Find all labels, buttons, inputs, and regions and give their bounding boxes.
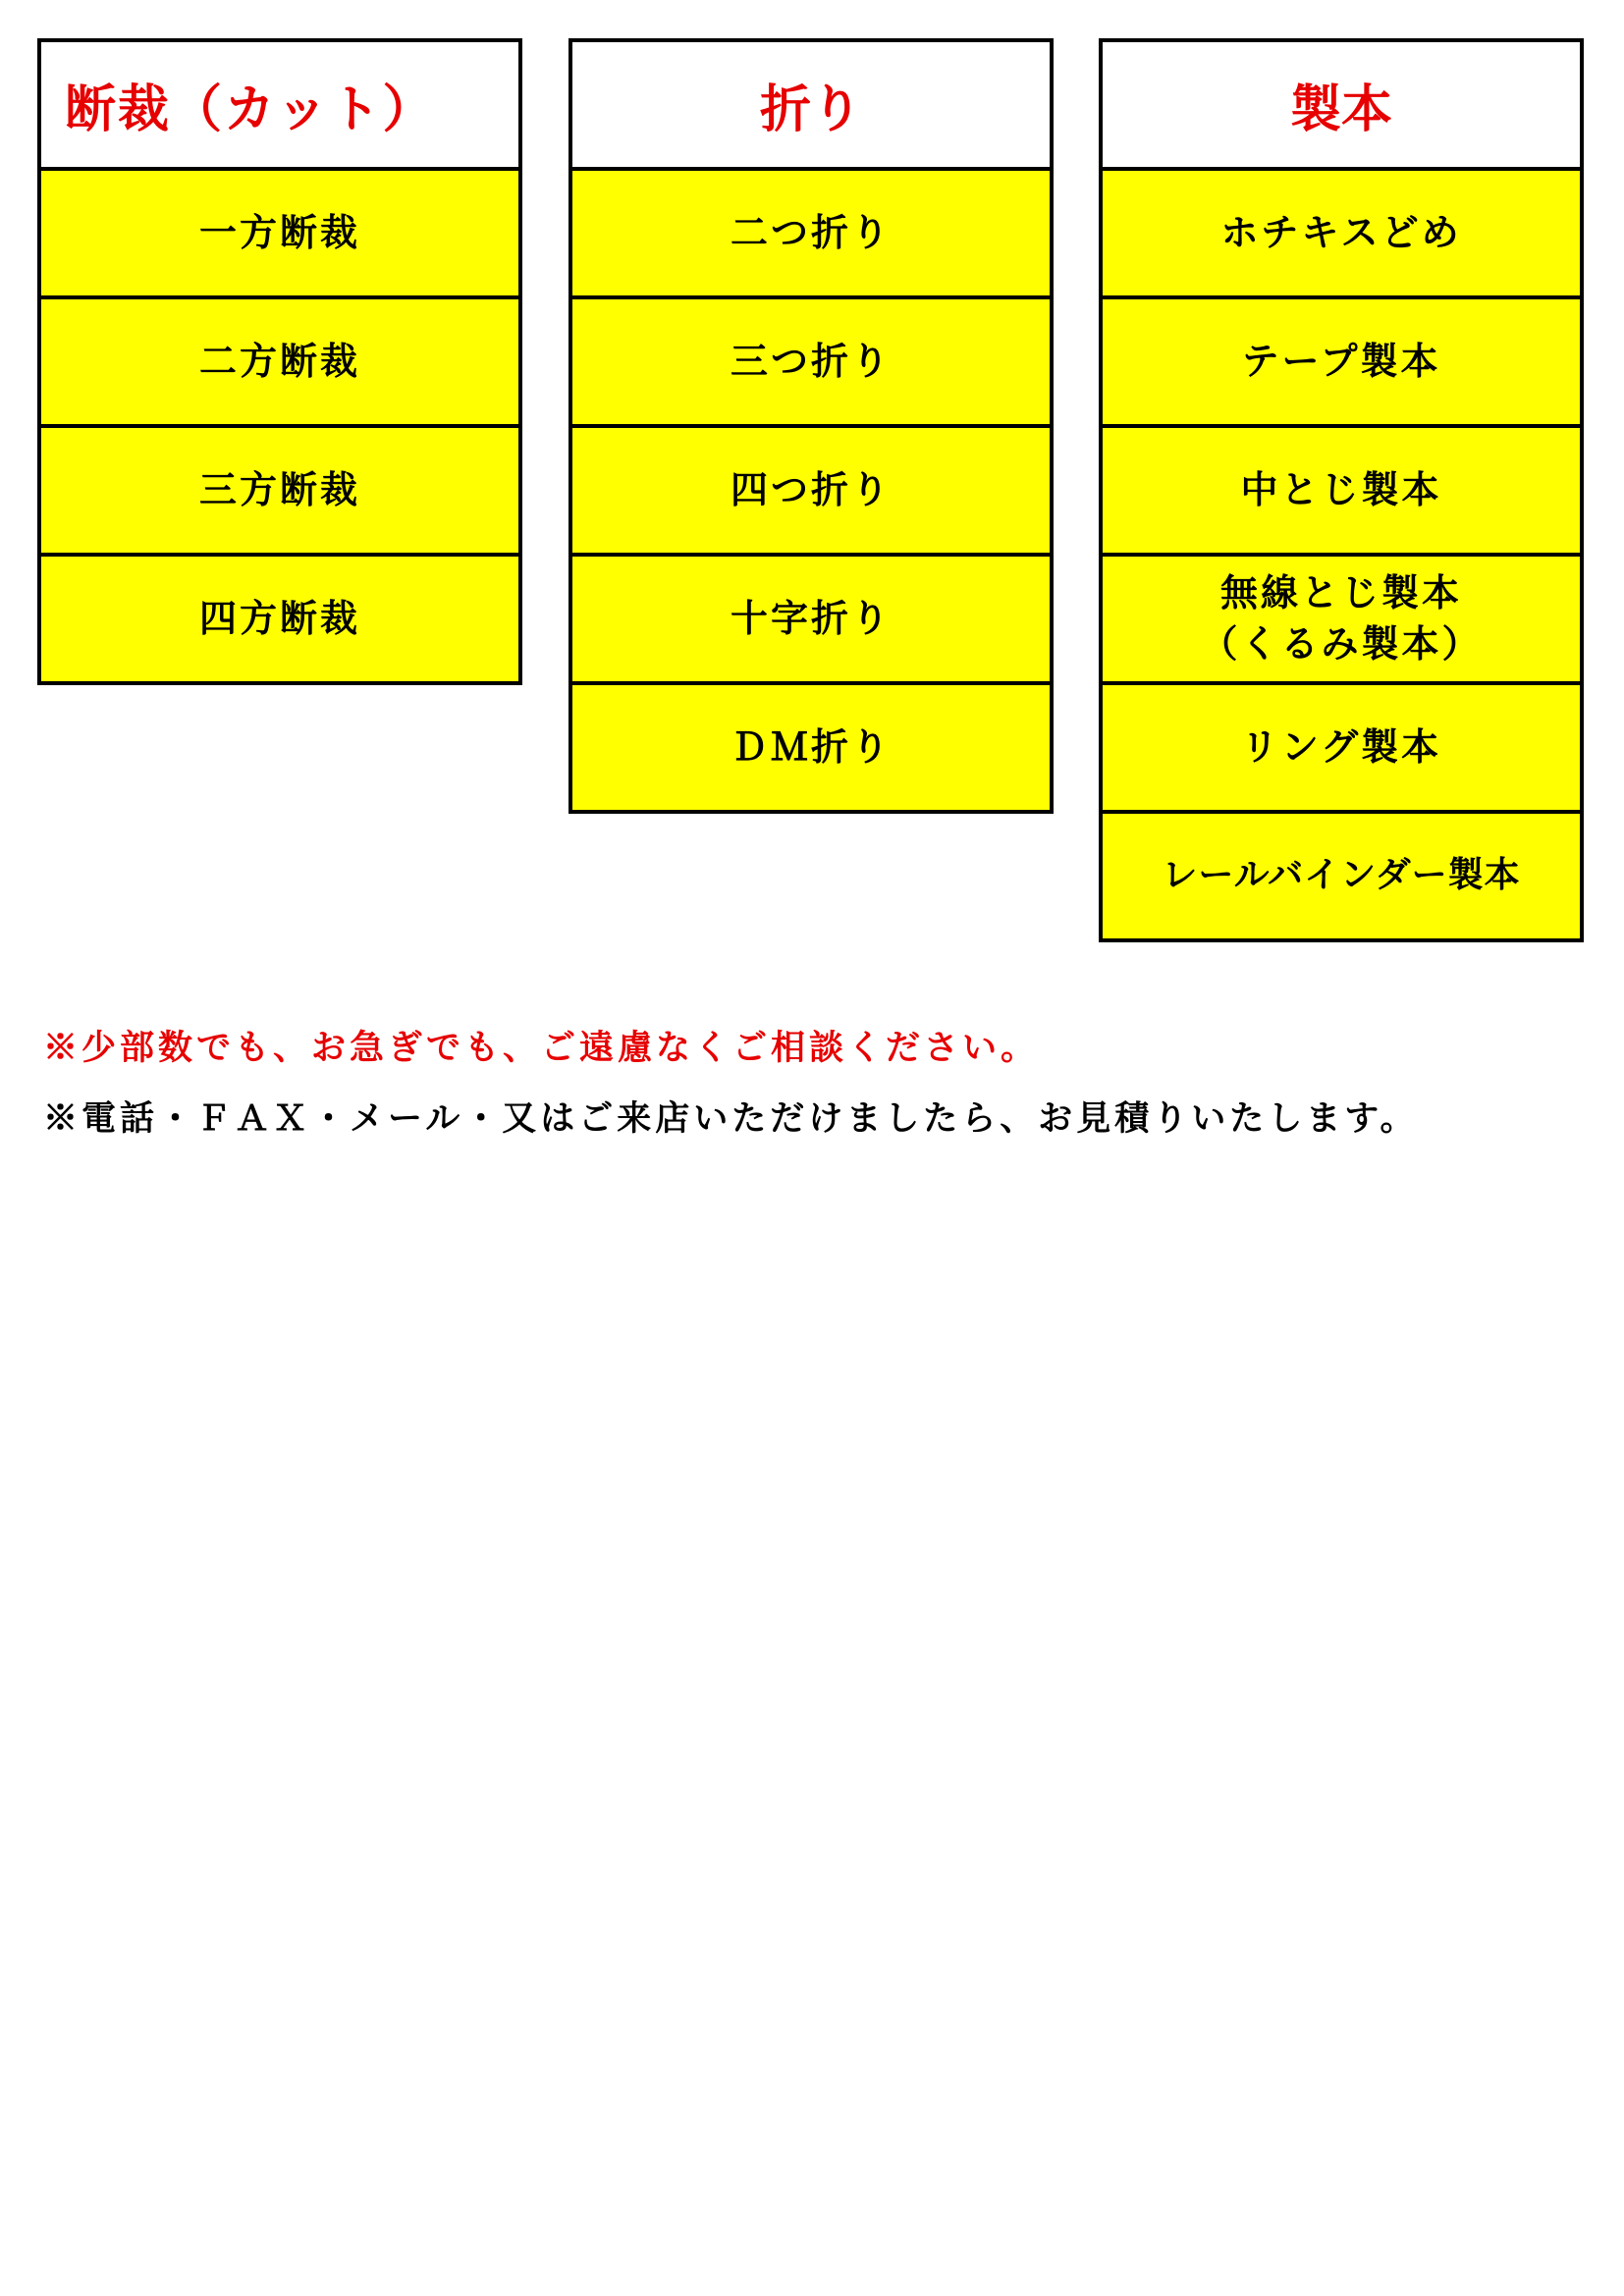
binding-item-rail-binder: レールバインダー製本 bbox=[1103, 810, 1580, 938]
folding-item-tri: 三つ折り bbox=[572, 295, 1050, 424]
binding-item-perfect-binding: 無線とじ製本 （くるみ製本） bbox=[1103, 553, 1580, 681]
binding-header: 製本 bbox=[1103, 38, 1580, 167]
binding-item-ring: リング製本 bbox=[1103, 681, 1580, 810]
cutting-item-four-side: 四方断裁 bbox=[41, 553, 518, 681]
binding-item-stapler: ホチキスどめ bbox=[1103, 167, 1580, 295]
folding-item-half: 二つ折り bbox=[572, 167, 1050, 295]
cutting-column bbox=[37, 38, 522, 685]
binding-column bbox=[1099, 38, 1584, 942]
folding-item-quarter: 四つ折り bbox=[572, 424, 1050, 553]
cutting-item-two-side: 二方断裁 bbox=[41, 295, 518, 424]
estimate-note: ※電話・ＦＡＸ・メール・又はご来店いただけましたら、お見積りいたします。 bbox=[43, 1098, 1419, 1139]
binding-item-saddle-stitch: 中とじ製本 bbox=[1103, 424, 1580, 553]
folding-header: 折り bbox=[572, 38, 1050, 167]
folding-column bbox=[568, 38, 1054, 814]
cutting-item-one-side: 一方断裁 bbox=[41, 167, 518, 295]
cutting-item-three-side: 三方断裁 bbox=[41, 424, 518, 553]
binding-item-tape: テープ製本 bbox=[1103, 295, 1580, 424]
folding-item-cross: 十字折り bbox=[572, 553, 1050, 681]
consultation-note: ※少部数でも、お急ぎでも、ご遠慮なくご相談ください。 bbox=[43, 1028, 1040, 1068]
cutting-header: 断裁（カット） bbox=[41, 38, 518, 167]
folding-item-dm: ＤＭ折り bbox=[572, 681, 1050, 810]
